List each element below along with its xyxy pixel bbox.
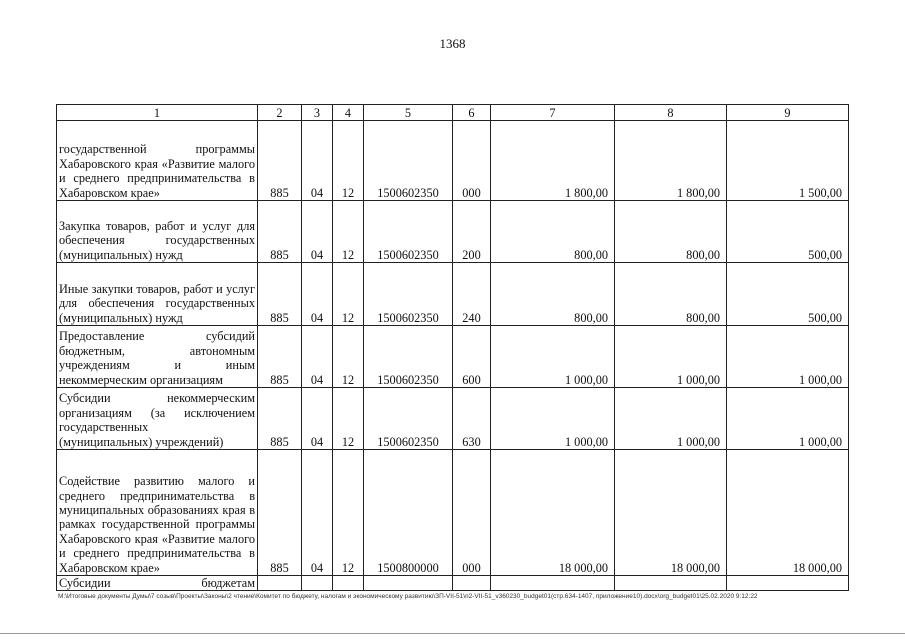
amount-2022 — [727, 576, 849, 591]
table-row — [57, 450, 849, 576]
row-description — [57, 201, 258, 263]
expense-type-code: 000 — [453, 121, 491, 201]
description-line: предпринимательства в — [127, 171, 255, 186]
expense-type-code: 630 — [453, 388, 491, 450]
section-code: 04 — [302, 388, 333, 450]
section-code: 04 — [302, 201, 333, 263]
expense-type-code: 240 — [453, 263, 491, 326]
subsection-code: 12 — [333, 263, 364, 326]
row-description — [57, 388, 258, 450]
admin-code: 885 — [258, 121, 302, 201]
target-article-code: 1500602350 — [364, 121, 453, 201]
subsection-code — [333, 576, 364, 591]
amount-2021: 800,00 — [615, 263, 727, 326]
amount-2021 — [615, 576, 727, 591]
column-header: 6 — [453, 105, 491, 121]
page-bottom-rule — [0, 633, 905, 634]
target-article-code: 1500800000 — [364, 450, 453, 576]
document-path-footer: M:\Итоговые документы Думы\7 созыв\Проекты\Законы\2 чтение\Комитет по бюджету, налогам и экономическому развитию\ЗП-VII-51\п2-VII-51_v360230_budget01(стр.634-1407, приложение10).docx\org_budget01\25.02.2020 9:12:22 — [58, 593, 758, 600]
table-row — [57, 326, 849, 388]
target-article-code — [364, 576, 453, 591]
subsection-code: 12 — [333, 388, 364, 450]
description-line: Содействие развитию малого и — [59, 474, 255, 489]
expense-type-code: 200 — [453, 201, 491, 263]
expense-type-code — [453, 576, 491, 591]
admin-code: 885 — [258, 201, 302, 263]
row-description — [57, 576, 258, 591]
description-line: Закупка товаров, работ и услуг — [59, 218, 232, 233]
description-line: (муниципальных) нужд — [59, 247, 183, 262]
row-description — [57, 450, 258, 576]
admin-code: 885 — [258, 263, 302, 326]
description-line: Хабаровском крае» — [59, 185, 160, 200]
column-header: 1 — [57, 105, 258, 121]
description-line: организациям (за исключением — [59, 405, 255, 420]
page-number: 1368 — [439, 36, 466, 51]
subsection-code: 12 — [333, 201, 364, 263]
subsection-code: 12 — [333, 450, 364, 576]
amount-2022: 18 000,00 — [727, 450, 849, 576]
row-description — [57, 121, 258, 201]
description-line: Субсидии бюджетам — [59, 576, 255, 590]
target-article-code: 1500602350 — [364, 263, 453, 326]
subsection-code: 12 — [333, 121, 364, 201]
amount-2021: 1 800,00 — [615, 121, 727, 201]
description-line: бюджетным, автономным — [59, 343, 255, 358]
description-line: «Развитие малого и среднего — [59, 531, 255, 561]
column-header: 3 — [302, 105, 333, 121]
description-line: малого и среднего — [59, 156, 255, 186]
description-line: государственных — [59, 420, 149, 435]
amount-2021: 800,00 — [615, 201, 727, 263]
amount-2022: 500,00 — [727, 201, 849, 263]
admin-code: 885 — [258, 326, 302, 388]
amount-2020: 18 000,00 — [491, 450, 615, 576]
column-header: 4 — [333, 105, 364, 121]
description-line: государственных — [165, 233, 255, 248]
row-description — [57, 263, 258, 326]
amount-2020: 800,00 — [491, 201, 615, 263]
description-line: государственной программы — [59, 142, 255, 157]
description-line: края в рамках государственной — [59, 502, 255, 532]
description-line: Хабаровском крае» — [59, 560, 160, 575]
description-line: предпринимательства в — [127, 546, 255, 561]
budget-table — [56, 104, 849, 591]
description-line: Субсидии некоммерческим — [59, 391, 255, 406]
section-code: 04 — [302, 263, 333, 326]
subsection-code: 12 — [333, 326, 364, 388]
description-line: программы Хабаровского края — [59, 517, 255, 546]
amount-2021: 1 000,00 — [615, 326, 727, 388]
description-line: Иные закупки товаров, работ и — [59, 281, 223, 296]
amount-2022: 1 000,00 — [727, 326, 849, 388]
admin-code: 885 — [258, 450, 302, 576]
column-header: 9 — [727, 105, 849, 121]
description-line: Хабаровского края «Развитие — [59, 156, 215, 171]
expense-type-code: 000 — [453, 450, 491, 576]
section-code: 04 — [302, 326, 333, 388]
description-line: Предоставление субсидий — [59, 329, 255, 344]
target-article-code: 1500602350 — [364, 201, 453, 263]
row-description — [57, 326, 258, 388]
table-row — [57, 201, 849, 263]
amount-2022: 1 000,00 — [727, 388, 849, 450]
description-line: услуг для обеспечения — [59, 281, 255, 311]
table-row — [57, 263, 849, 326]
description-line: в муниципальных образованиях — [59, 488, 255, 517]
expense-type-code: 600 — [453, 326, 491, 388]
target-article-code: 1500602350 — [364, 388, 453, 450]
admin-code — [258, 576, 302, 591]
column-header: 2 — [258, 105, 302, 121]
table-row — [57, 388, 849, 450]
table-row — [57, 121, 849, 201]
amount-2020: 1 000,00 — [491, 326, 615, 388]
description-line: (муниципальных) учреждений) — [59, 434, 224, 449]
column-header: 7 — [491, 105, 615, 121]
table-row — [57, 576, 849, 591]
section-code: 04 — [302, 450, 333, 576]
description-line: учреждениям и иным — [59, 358, 255, 373]
column-header: 8 — [615, 105, 727, 121]
section-code — [302, 576, 333, 591]
target-article-code: 1500602350 — [364, 326, 453, 388]
description-line: государственных — [165, 296, 255, 311]
amount-2020: 1 000,00 — [491, 388, 615, 450]
column-number-row — [57, 105, 849, 121]
amount-2022: 1 500,00 — [727, 121, 849, 201]
amount-2020: 1 800,00 — [491, 121, 615, 201]
description-line: некоммерческим организациям — [59, 372, 223, 387]
section-code: 04 — [302, 121, 333, 201]
amount-2021: 1 000,00 — [615, 388, 727, 450]
description-line: (муниципальных) нужд — [59, 310, 183, 325]
admin-code: 885 — [258, 388, 302, 450]
description-line: для обеспечения — [59, 218, 255, 248]
column-header: 5 — [364, 105, 453, 121]
description-line: среднего предпринимательства — [59, 488, 235, 503]
amount-2020 — [491, 576, 615, 591]
amount-2020: 800,00 — [491, 263, 615, 326]
amount-2021: 18 000,00 — [615, 450, 727, 576]
amount-2022: 500,00 — [727, 263, 849, 326]
